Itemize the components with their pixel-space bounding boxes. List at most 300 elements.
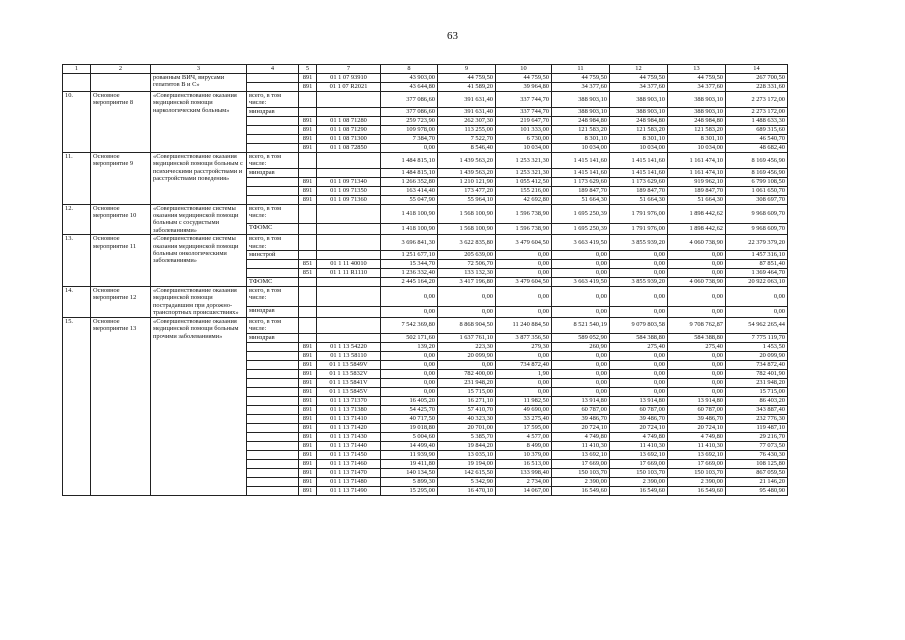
budget-table	[62, 64, 788, 496]
grbs-code: 891	[299, 125, 317, 134]
amount-cell: 0,00	[610, 306, 668, 317]
funding-source	[247, 360, 299, 369]
amount-cell: 1,90	[496, 369, 552, 378]
amount-cell: 1 173 629,60	[552, 177, 610, 186]
amount-cell: 60 787,00	[610, 405, 668, 414]
amount-cell: 391 631,40	[438, 107, 496, 116]
amount-cell: 377 086,60	[381, 92, 438, 108]
amount-cell: 5 004,60	[381, 432, 438, 441]
measure-description: «Совершенствование оказания медицинской помощи больным прочими заболеваниями»	[151, 317, 247, 495]
grbs-code: 891	[299, 486, 317, 495]
funding-source	[247, 468, 299, 477]
amount-cell: 391 631,40	[438, 92, 496, 108]
amount-cell: 0,00	[438, 306, 496, 317]
amount-cell: 121 583,20	[610, 125, 668, 134]
grbs-code	[299, 306, 317, 317]
grbs-code: 891	[299, 477, 317, 486]
grbs-code: 851	[299, 269, 317, 278]
amount-cell: 3 479 604,50	[496, 235, 552, 251]
amount-cell: 584 388,80	[610, 333, 668, 342]
amount-cell: 34 377,60	[668, 83, 726, 92]
amount-cell: 388 903,10	[668, 92, 726, 108]
amount-cell: 0,00	[668, 369, 726, 378]
amount-cell: 2 273 172,00	[726, 107, 788, 116]
grbs-code: 891	[299, 74, 317, 83]
amount-cell: 0,00	[726, 306, 788, 317]
grbs-code: 891	[299, 432, 317, 441]
grbs-code: 891	[299, 450, 317, 459]
amount-cell: 223,30	[438, 342, 496, 351]
funding-source	[247, 378, 299, 387]
amount-cell: 248 984,80	[668, 116, 726, 125]
csr-code: 01 1 13 71440	[317, 441, 381, 450]
row-number: 12.	[63, 204, 91, 235]
amount-cell: 20 922 063,10	[726, 278, 788, 287]
csr-code	[317, 235, 381, 251]
funding-source	[247, 441, 299, 450]
amount-cell: 1 055 412,50	[496, 177, 552, 186]
amount-cell: 388 903,10	[552, 92, 610, 108]
amount-cell: 48 682,40	[726, 143, 788, 152]
funding-source	[247, 432, 299, 441]
amount-cell: 0,00	[610, 378, 668, 387]
amount-cell: 388 903,10	[610, 107, 668, 116]
amount-cell: 0,00	[438, 287, 496, 307]
amount-cell: 0,00	[726, 287, 788, 307]
amount-cell: 19 194,00	[438, 459, 496, 468]
funding-source	[247, 83, 299, 92]
grbs-code	[299, 152, 317, 168]
amount-cell: 734 872,40	[726, 360, 788, 369]
amount-cell: 0,00	[668, 269, 726, 278]
table-row	[63, 317, 788, 333]
amount-cell: 133 132,30	[438, 269, 496, 278]
amount-cell: 44 759,50	[610, 74, 668, 83]
csr-code	[317, 92, 381, 108]
amount-cell: 1 415 141,60	[552, 168, 610, 177]
measure-title: Основное мероприятие 8	[91, 92, 151, 153]
amount-cell: 44 759,50	[668, 74, 726, 83]
amount-cell: 16 549,60	[668, 486, 726, 495]
amount-cell: 689 315,60	[726, 125, 788, 134]
amount-cell: 40 323,30	[438, 414, 496, 423]
amount-cell: 76 430,30	[726, 450, 788, 459]
amount-cell: 43 644,80	[381, 83, 438, 92]
grbs-code: 891	[299, 414, 317, 423]
amount-cell: 15 295,00	[381, 486, 438, 495]
amount-cell: 5 899,30	[381, 477, 438, 486]
amount-cell: 77 073,50	[726, 441, 788, 450]
amount-cell: 1 415 141,60	[610, 168, 668, 177]
amount-cell: 0,00	[668, 360, 726, 369]
amount-cell: 377 086,60	[381, 107, 438, 116]
amount-cell: 10 034,00	[610, 143, 668, 152]
funding-source	[247, 486, 299, 495]
grbs-code	[299, 168, 317, 177]
csr-code	[317, 107, 381, 116]
amount-cell: 0,00	[381, 387, 438, 396]
csr-code: 01 1 13 58110	[317, 351, 381, 360]
grbs-code	[299, 317, 317, 333]
funding-source: всего, в том числе:	[247, 317, 299, 333]
amount-cell: 10 034,00	[496, 143, 552, 152]
amount-cell: 0,00	[668, 387, 726, 396]
amount-cell: 1 236 332,40	[381, 269, 438, 278]
amount-cell: 231 948,20	[726, 378, 788, 387]
csr-code	[317, 306, 381, 317]
amount-cell: 150 103,70	[668, 468, 726, 477]
amount-cell: 1 369 464,70	[726, 269, 788, 278]
amount-cell: 11 240 884,50	[496, 317, 552, 333]
csr-code	[317, 278, 381, 287]
amount-cell: 49 690,00	[496, 405, 552, 414]
amount-cell: 228 331,60	[726, 83, 788, 92]
amount-cell: 0,00	[610, 351, 668, 360]
csr-code	[317, 333, 381, 342]
amount-cell: 502 171,60	[381, 333, 438, 342]
amount-cell: 8 301,10	[610, 134, 668, 143]
grbs-code: 891	[299, 195, 317, 204]
column-header: 14	[726, 65, 788, 74]
amount-cell: 10 034,00	[668, 143, 726, 152]
amount-cell: 8 546,40	[438, 143, 496, 152]
amount-cell: 4 577,00	[496, 432, 552, 441]
grbs-code: 891	[299, 441, 317, 450]
amount-cell: 337 744,70	[496, 92, 552, 108]
amount-cell: 13 035,10	[438, 450, 496, 459]
amount-cell: 20 099,90	[726, 351, 788, 360]
amount-cell: 189 847,70	[668, 186, 726, 195]
amount-cell: 8 169 456,90	[726, 152, 788, 168]
column-header: 8	[381, 65, 438, 74]
csr-code: 01 1 08 71300	[317, 134, 381, 143]
amount-cell: 4 749,80	[552, 432, 610, 441]
amount-cell: 275,40	[610, 342, 668, 351]
amount-cell: 1 596 738,90	[496, 204, 552, 224]
csr-code	[317, 251, 381, 260]
amount-cell: 0,00	[668, 351, 726, 360]
funding-source	[247, 125, 299, 134]
csr-code: 01 1 07 R2021	[317, 83, 381, 92]
amount-cell: 0,00	[381, 306, 438, 317]
funding-source: минздрав	[247, 168, 299, 177]
grbs-code: 891	[299, 342, 317, 351]
amount-cell: 8 169 456,90	[726, 168, 788, 177]
amount-cell: 173 477,20	[438, 186, 496, 195]
amount-cell: 39 486,70	[552, 414, 610, 423]
table-row	[63, 92, 788, 108]
csr-code: 01 1 13 71450	[317, 450, 381, 459]
csr-code: 01 1 13 5845V	[317, 387, 381, 396]
amount-cell: 20 701,00	[438, 423, 496, 432]
amount-cell: 2 390,00	[668, 477, 726, 486]
amount-cell: 16 271,10	[438, 396, 496, 405]
funding-source: ТФОМС	[247, 224, 299, 235]
amount-cell: 39 486,70	[668, 414, 726, 423]
amount-cell: 13 914,80	[610, 396, 668, 405]
column-header: 11	[552, 65, 610, 74]
csr-code: 01 1 13 71380	[317, 405, 381, 414]
amount-cell: 1 415 141,60	[552, 152, 610, 168]
grbs-code: 891	[299, 351, 317, 360]
amount-cell: 7 522,70	[438, 134, 496, 143]
table-row	[63, 235, 788, 251]
amount-cell: 0,00	[438, 360, 496, 369]
amount-cell: 3 877 356,50	[496, 333, 552, 342]
amount-cell: 0,00	[668, 378, 726, 387]
grbs-code: 851	[299, 260, 317, 269]
table-row	[63, 152, 788, 168]
measure-title: Основное мероприятие 12	[91, 287, 151, 318]
csr-code: 01 1 13 71370	[317, 396, 381, 405]
amount-cell: 16 549,60	[552, 486, 610, 495]
row-number: 15.	[63, 317, 91, 495]
amount-cell: 40 717,50	[381, 414, 438, 423]
amount-cell: 343 887,40	[726, 405, 788, 414]
amount-cell: 231 948,20	[438, 378, 496, 387]
amount-cell: 11 410,30	[552, 441, 610, 450]
amount-cell: 0,00	[552, 360, 610, 369]
amount-cell: 9 079 803,58	[610, 317, 668, 333]
csr-code: 01 1 11 R1110	[317, 269, 381, 278]
measure-title: Основное мероприятие 13	[91, 317, 151, 495]
grbs-code: 891	[299, 387, 317, 396]
funding-source	[247, 414, 299, 423]
amount-cell: 14 499,40	[381, 441, 438, 450]
amount-cell: 1 161 474,10	[668, 168, 726, 177]
amount-cell: 0,00	[552, 378, 610, 387]
amount-cell: 72 506,70	[438, 260, 496, 269]
amount-cell: 121 583,20	[668, 125, 726, 134]
amount-cell: 11 939,90	[381, 450, 438, 459]
column-header: 13	[668, 65, 726, 74]
amount-cell: 1 488 633,30	[726, 116, 788, 125]
amount-cell: 0,00	[610, 260, 668, 269]
amount-cell: 33 275,40	[496, 414, 552, 423]
funding-source	[247, 134, 299, 143]
csr-code: 01 1 09 71360	[317, 195, 381, 204]
amount-cell: 7 384,70	[381, 134, 438, 143]
amount-cell: 259 723,90	[381, 116, 438, 125]
amount-cell: 248 984,80	[552, 116, 610, 125]
funding-source	[247, 405, 299, 414]
grbs-code: 891	[299, 186, 317, 195]
amount-cell: 2 390,00	[552, 477, 610, 486]
amount-cell: 22 379 379,20	[726, 235, 788, 251]
amount-cell: 20 099,90	[438, 351, 496, 360]
amount-cell: 44 759,50	[552, 74, 610, 83]
budget-table-container	[62, 64, 788, 496]
amount-cell: 782 400,00	[438, 369, 496, 378]
column-header: 5	[299, 65, 317, 74]
header-row	[63, 65, 788, 74]
amount-cell: 1 439 563,20	[438, 152, 496, 168]
funding-source: минздрав	[247, 306, 299, 317]
amount-cell: 16 549,60	[610, 486, 668, 495]
amount-cell: 1 484 815,10	[381, 152, 438, 168]
amount-cell: 1 161 474,10	[668, 152, 726, 168]
amount-cell: 86 403,20	[726, 396, 788, 405]
amount-cell: 1 210 121,90	[438, 177, 496, 186]
amount-cell: 248 984,80	[610, 116, 668, 125]
amount-cell: 150 103,70	[610, 468, 668, 477]
funding-source	[247, 177, 299, 186]
amount-cell: 6 730,00	[496, 134, 552, 143]
amount-cell: 55 047,90	[381, 195, 438, 204]
csr-code	[317, 287, 381, 307]
amount-cell: 4 060 738,90	[668, 278, 726, 287]
amount-cell: 0,00	[496, 378, 552, 387]
amount-cell: 1 596 738,90	[496, 224, 552, 235]
measure-description: «Совершенствование системы оказания медицинской помощи больным онкологическими заболеваниями»	[151, 235, 247, 287]
amount-cell: 108 125,80	[726, 459, 788, 468]
amount-cell: 1 568 100,90	[438, 224, 496, 235]
measure-title: Основное мероприятие 11	[91, 235, 151, 287]
amount-cell: 11 410,30	[610, 441, 668, 450]
amount-cell: 60 787,00	[668, 405, 726, 414]
funding-source: всего, в том числе:	[247, 287, 299, 307]
grbs-code: 891	[299, 116, 317, 125]
amount-cell: 1 568 100,90	[438, 204, 496, 224]
amount-cell: 0,00	[552, 251, 610, 260]
grbs-code	[299, 204, 317, 224]
row-number: 13.	[63, 235, 91, 287]
amount-cell: 13 914,80	[552, 396, 610, 405]
funding-source: минстрой	[247, 251, 299, 260]
amount-cell: 0,00	[552, 387, 610, 396]
amount-cell: 0,00	[552, 351, 610, 360]
amount-cell: 0,00	[610, 269, 668, 278]
csr-code: 01 1 13 71410	[317, 414, 381, 423]
amount-cell: 0,00	[381, 287, 438, 307]
grbs-code	[299, 107, 317, 116]
amount-cell: 0,00	[552, 269, 610, 278]
amount-cell: 0,00	[552, 260, 610, 269]
amount-cell: 308 697,70	[726, 195, 788, 204]
funding-source	[247, 369, 299, 378]
amount-cell: 16 513,00	[496, 459, 552, 468]
amount-cell: 1 418 100,90	[381, 224, 438, 235]
amount-cell: 0,00	[668, 306, 726, 317]
amount-cell: 7 542 369,80	[381, 317, 438, 333]
amount-cell: 1 695 250,39	[552, 224, 610, 235]
csr-code	[317, 168, 381, 177]
amount-cell: 1 898 442,62	[668, 204, 726, 224]
csr-code: 01 1 13 5849V	[317, 360, 381, 369]
amount-cell: 0,00	[496, 269, 552, 278]
amount-cell: 11 982,50	[496, 396, 552, 405]
amount-cell: 13 692,10	[668, 450, 726, 459]
grbs-code: 891	[299, 468, 317, 477]
amount-cell: 0,00	[668, 287, 726, 307]
amount-cell: 10 034,00	[552, 143, 610, 152]
amount-cell: 55 964,10	[438, 195, 496, 204]
csr-code: 01 1 09 71340	[317, 177, 381, 186]
funding-source: всего, в том числе:	[247, 92, 299, 108]
amount-cell: 21 146,20	[726, 477, 788, 486]
amount-cell: 189 847,70	[610, 186, 668, 195]
amount-cell: 8 521 540,19	[552, 317, 610, 333]
measure-title: Основное мероприятие 9	[91, 152, 151, 204]
grbs-code: 891	[299, 396, 317, 405]
funding-source	[247, 351, 299, 360]
amount-cell: 388 903,10	[552, 107, 610, 116]
amount-cell: 5 342,90	[438, 477, 496, 486]
amount-cell: 16 470,10	[438, 486, 496, 495]
measure-description: «Совершенствование системы оказания медицинской помощи больным с сосудистыми заболеваниями»	[151, 204, 247, 235]
row-number: 11.	[63, 152, 91, 204]
amount-cell: 51 664,30	[610, 195, 668, 204]
amount-cell: 34 377,60	[610, 83, 668, 92]
amount-cell: 9 708 762,87	[668, 317, 726, 333]
amount-cell: 46 540,70	[726, 134, 788, 143]
funding-source: минздрав	[247, 107, 299, 116]
measure-description: рованным ВИЧ, вирусами гепатитов В и С»	[151, 74, 247, 92]
amount-cell: 44 759,50	[496, 74, 552, 83]
amount-cell: 13 914,80	[668, 396, 726, 405]
column-header: 1	[63, 65, 91, 74]
funding-source	[247, 260, 299, 269]
column-header: 2	[91, 65, 151, 74]
amount-cell: 0,00	[610, 251, 668, 260]
amount-cell: 1 173 629,60	[610, 177, 668, 186]
amount-cell: 1 253 321,30	[496, 152, 552, 168]
amount-cell: 60 787,00	[552, 405, 610, 414]
amount-cell: 163 414,40	[381, 186, 438, 195]
funding-source	[247, 74, 299, 83]
amount-cell: 2 734,00	[496, 477, 552, 486]
amount-cell: 119 487,10	[726, 423, 788, 432]
csr-code: 01 1 13 5832V	[317, 369, 381, 378]
amount-cell: 0,00	[496, 351, 552, 360]
amount-cell: 39 486,70	[610, 414, 668, 423]
amount-cell: 279,30	[496, 342, 552, 351]
amount-cell: 3 417 196,80	[438, 278, 496, 287]
amount-cell: 17 595,00	[496, 423, 552, 432]
column-header: 4	[247, 65, 299, 74]
amount-cell: 51 664,30	[552, 195, 610, 204]
csr-code: 01 1 13 71460	[317, 459, 381, 468]
measure-description: «Совершенствование оказания медицинской помощи больным с психическими расстройствами и расстройствами поведения»	[151, 152, 247, 204]
amount-cell: 54 962 265,44	[726, 317, 788, 333]
amount-cell: 4 060 738,90	[668, 235, 726, 251]
amount-cell: 219 647,70	[496, 116, 552, 125]
csr-code: 01 1 08 71280	[317, 116, 381, 125]
amount-cell: 275,40	[668, 342, 726, 351]
funding-source	[247, 342, 299, 351]
grbs-code: 891	[299, 423, 317, 432]
amount-cell: 3 663 419,50	[552, 278, 610, 287]
amount-cell: 0,00	[552, 306, 610, 317]
amount-cell: 0,00	[610, 387, 668, 396]
amount-cell: 8 301,10	[552, 134, 610, 143]
amount-cell: 0,00	[381, 378, 438, 387]
amount-cell: 150 103,70	[552, 468, 610, 477]
amount-cell: 189 847,70	[552, 186, 610, 195]
amount-cell: 19 018,80	[381, 423, 438, 432]
amount-cell: 734 872,40	[496, 360, 552, 369]
amount-cell: 0,00	[381, 360, 438, 369]
amount-cell: 1 418 100,90	[381, 204, 438, 224]
funding-source	[247, 423, 299, 432]
amount-cell: 6 799 108,50	[726, 177, 788, 186]
amount-cell: 16 405,20	[381, 396, 438, 405]
amount-cell: 13 692,10	[610, 450, 668, 459]
amount-cell: 87 851,40	[726, 260, 788, 269]
amount-cell: 44 759,50	[438, 74, 496, 83]
grbs-code: 891	[299, 83, 317, 92]
amount-cell: 95 480,90	[726, 486, 788, 495]
